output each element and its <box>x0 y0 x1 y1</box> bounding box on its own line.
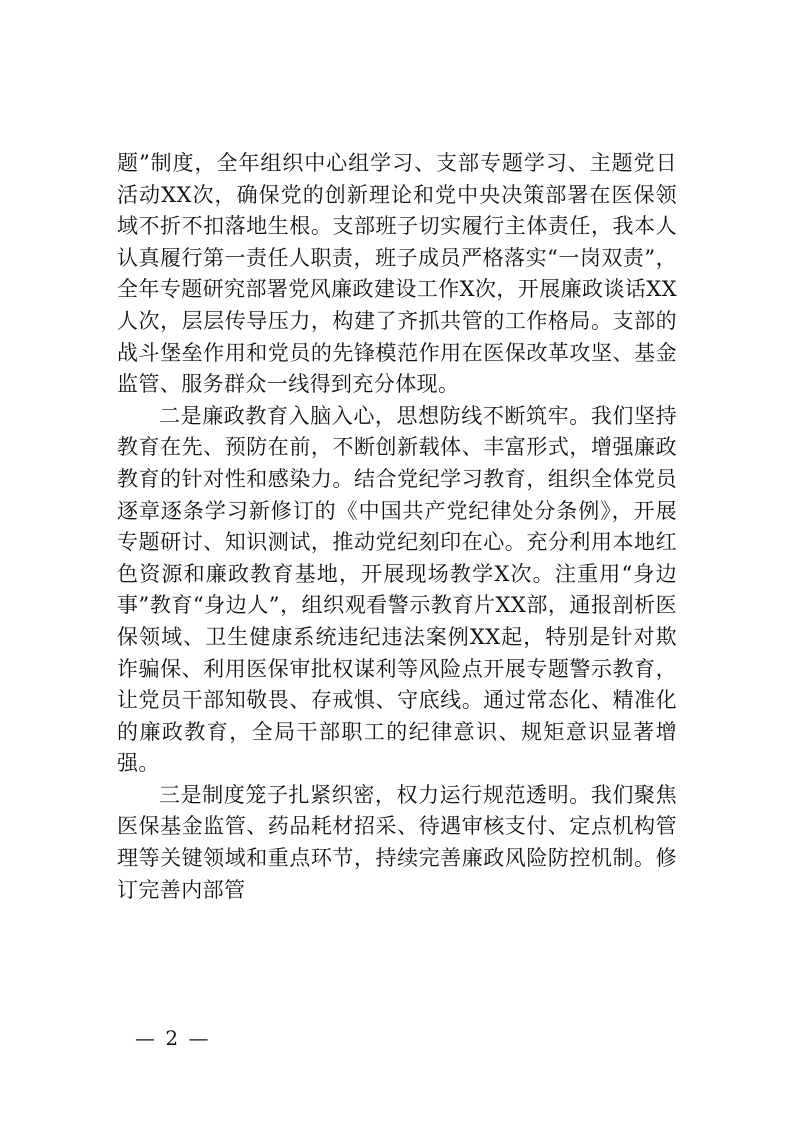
paragraph-1 <box>117 148 677 401</box>
paragraph-1-text: 题”制度，全年组织中心组学习、支部专题学习、主题党日活动XX次，确保党的创新理论和党中央决策部署在医保领域不折不扣落地生根。支部班子切实履行主体责任，我本人认真履行第一责任人职责，班子成员严格落实“一岗双责”，全年专题研究部署党风廉政建设工作X次，开展廉政谈话XX人次，层层传导压力，构建了齐抓共管的工作格局。支部的战斗堡垒作用和党员的先锋模范作用在医保改革攻坚、基金监管、服务群众一线得到充分体现。 <box>117 151 677 397</box>
paragraph-2-lead: 二是 <box>159 403 203 428</box>
paragraph-3-text: 制度笼子扎紧织密，权力运行规范透明。我们聚焦医保基金监管、药品耗材招采、待遇审核支付、定点机构管理等关键领域和重点环节，持续完善廉政风险防控机制。修订完善内部管 <box>117 782 677 902</box>
paragraph-3 <box>117 780 677 906</box>
paragraph-2 <box>117 401 677 780</box>
page-number: — 2 — <box>135 1026 211 1050</box>
paragraph-2-text: 廉政教育入脑入心，思想防线不断筑牢。我们坚持教育在先、预防在前，不断创新载体、丰富形式，增强廉政教育的针对性和感染力。结合党纪学习教育，组织全体党员逐章逐条学习新修订的《中国共产党纪律处分条例》，开展专题研讨、知识测试，推动党纪刻印在心。充分利用本地红色资源和廉政教育基地，开展现场教学X次。注重用“身边事”教育“身边人”，组织观看警示教育片XX部，通报剖析医保领域、卫生健康系统违纪违法案例XX起，特别是针对欺诈骗保、利用医保审批权谋利等风险点开展专题警示教育，让党员干部知敬畏、存戒惧、守底线。通过常态化、精准化的廉政教育，全局干部职工的纪律意识、规矩意识显著增强。 <box>117 403 677 776</box>
paragraph-3-lead: 三是 <box>159 782 203 807</box>
document-body <box>117 148 677 906</box>
